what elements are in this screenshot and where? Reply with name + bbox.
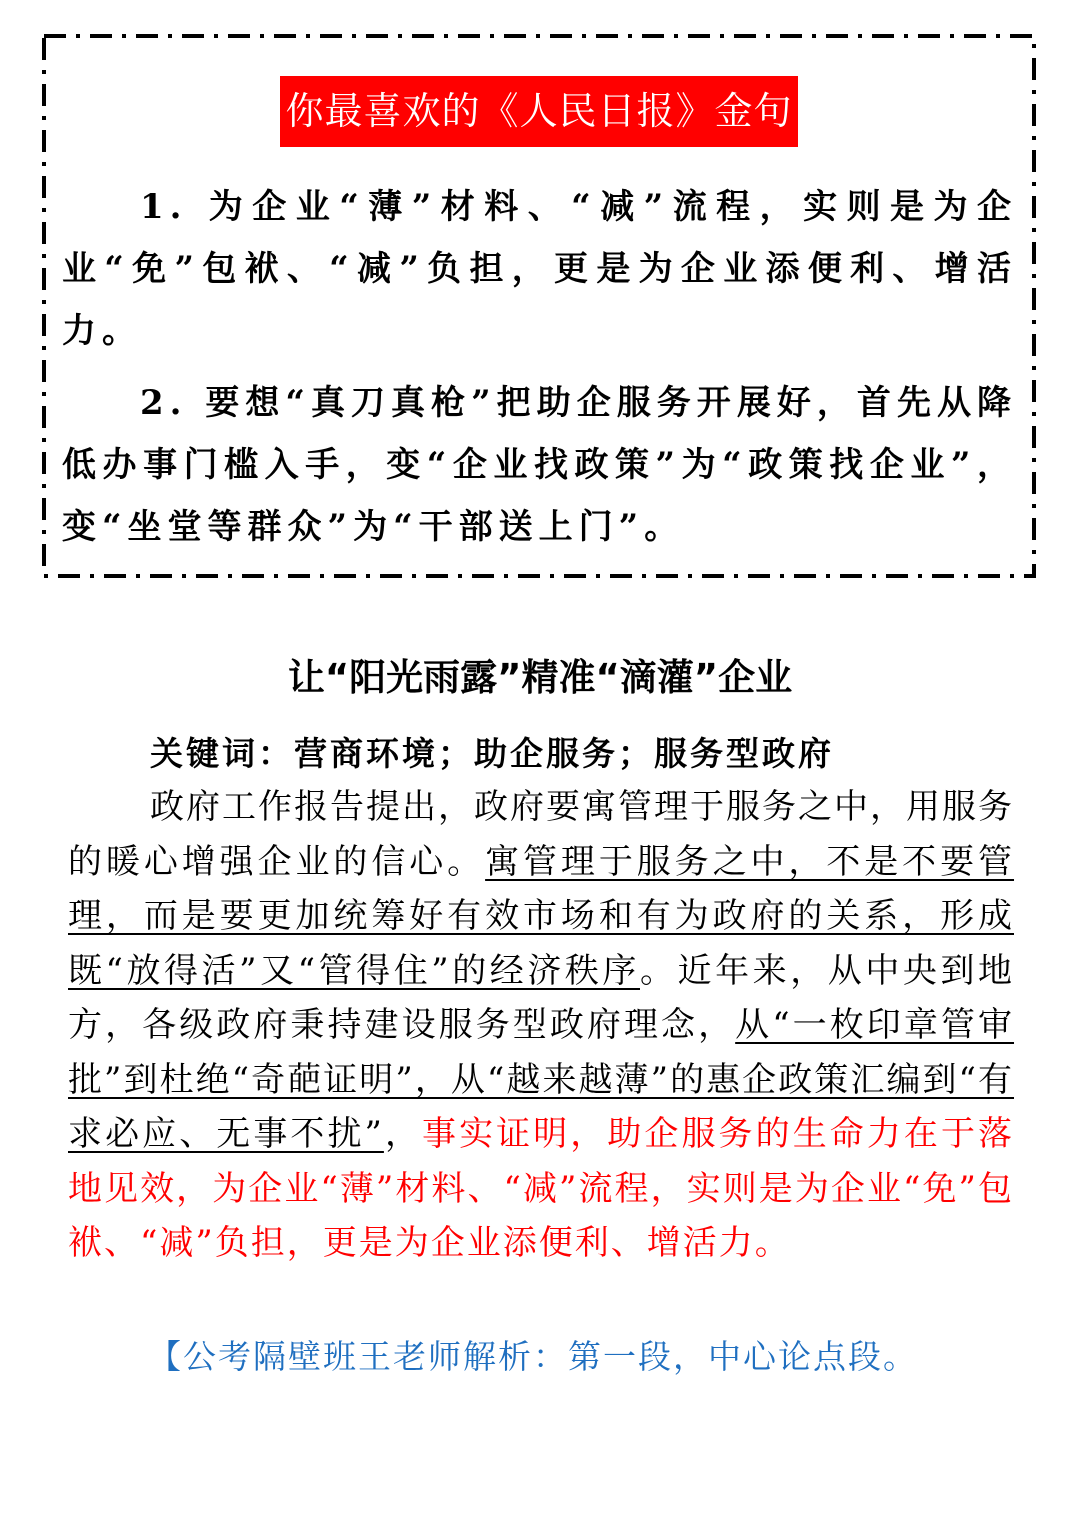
paragraph-underlined-2: 从“一枚印章管审批”到杜绝“奇葩证明”，从“越来越薄”的惠企政策汇编到“有求必应、无事不扰” xyxy=(68,1005,1015,1154)
quote-1: 1. 为企业“薄”材料、“减”流程，实则是为企业“免”包袱、“减”负担，更是为企业添便利、增活力。 xyxy=(62,187,1017,351)
paragraph-sentence-1: 政府工作报告提出，政府要寓管理于服务之中，用服务的暖心增强企业的信心。 xyxy=(68,787,1014,882)
quote-2: 2. 要想“真刀真枪”把助企服务开展好，首先从降低办事门槛入手，变“企业找政策”为“政策找企业”，变“坐堂等群众”为“干部送上门”。 xyxy=(62,383,1017,547)
article-keywords: 关键词：营商环境；助企服务；服务型政府 xyxy=(150,734,834,773)
paragraph-underlined-1: 寓管理于服务之中，不是不要管理，而是要更加统筹好有效市场和有为政府的关系，形成既“放得活”又“管得住”的经济秩序 xyxy=(68,841,1015,991)
article-paragraph xyxy=(68,780,1014,1271)
paragraph-sentence-3: 。近年来，从中央到地方，各级政府秉持建设服务型政府理念， xyxy=(68,950,1015,1045)
paragraph-highlight-red: 事实证明，助企服务的生命力在于落地见效，为企业“薄”材料、“减”流程，实则是为企业“免”包袱、“减”负担，更是为企业添便利、增活力。 xyxy=(68,1114,1015,1263)
quote-box-title: 你最喜欢的《人民日报》金句 xyxy=(280,76,798,147)
article-title: 让“阳光雨露”精准“滴灌”企业 xyxy=(287,656,793,699)
teacher-analysis: 【公考隔壁班王老师解析：第一段，中心论点段。 xyxy=(148,1337,918,1376)
paragraph-sentence-5: ， xyxy=(383,1114,423,1154)
